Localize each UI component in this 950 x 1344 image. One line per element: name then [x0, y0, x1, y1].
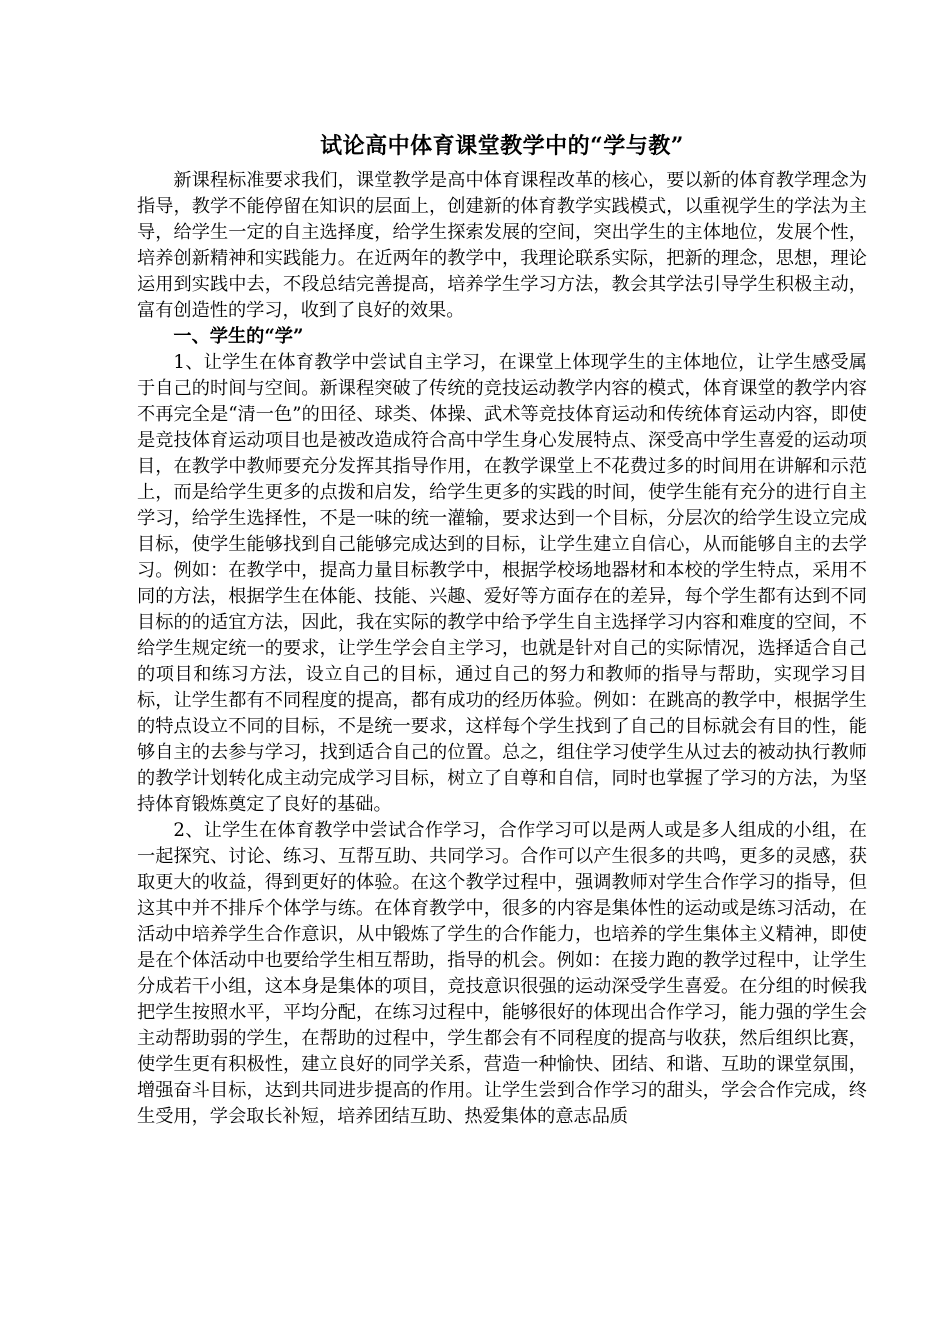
document-page: [137, 128, 867, 1130]
section-heading-student-learning: 一、学生的“学”: [173, 326, 304, 347]
paragraph-cooperative-learning: 2、让学生在体育教学中尝试合作学习，合作学习可以是两人或是多人组成的小组，在一起探究、讨论、练习、互帮互助、共同学习。合作可以产生很多的共鸣，更多的灵感，获取更大的收益，得到更好的体验。在这个教学过程中，强调教师对学生合作学习的指导，但这其中并不排斥个体学与练。在体育教学中，很多的内容是集体性的运动或是练习活动，在活动中培养学生合作意识，从中锻炼了学生的合作能力，也培养的学生集体主义精神，即使是在个体活动中也要给学生相互帮助，指导的机会。例如：在接力跑的教学过程中，让学生分成若干小组，这本身是集体的项目，竞技意识很强的运动深受学生喜爱。在分组的时候我把学生按照水平，平均分配，在练习过程中，能够很好的体现出合作学习，能力强的学生会主动帮助弱的学生，在帮助的过程中，学生都会有不同程度的提高与收获，然后组织比赛，使学生更有积极性，建立良好的同学关系，营造一种愉快、团结、和谐、互助的课堂氛围，增强奋斗目标，达到共同进步提高的作用。让学生尝到合作学习的甜头，学会合作完成，终生受用，学会取长补短，培养团结互助、热爱集体的意志品质: [137, 820, 867, 1127]
intro-paragraph: 新课程标准要求我们，课堂教学是高中体育课程改革的核心，要以新的体育教学理念为指导，教学不能停留在知识的层面上，创建新的体育教学实践模式，以重视学生的学法为主导，给学生一定的自主选择度，给学生探索发展的空间，突出学生的主体地位，发展个性，培养创新精神和实践能力。在近两年的教学中，我理论联系实际，把新的理念，思想，理论运用到实践中去，不段总结完善提高，培养学生学习方法，教会其学法引导学生积极主动，富有创造性的学习，收到了良好的效果。: [137, 170, 867, 321]
document-title: 试论高中体育课堂教学中的“学与教”: [320, 133, 684, 159]
paragraph-autonomous-learning: 1、让学生在体育教学中尝试自主学习，在课堂上体现学生的主体地位，让学生感受属于自己的时间与空间。新课程突破了传统的竞技运动教学内容的模式，体育课堂的教学内容不再完全是“清一色”的田径、球类、体操、武术等竞技体育运动和传统体育运动内容，即使是竞技体育运动项目也是被改造成符合高中学生身心发展特点、深受高中学生喜爱的运动项目，在教学中教师要充分发挥其指导作用，在教学课堂上不花费过多的时间用在讲解和示范上，而是给学生更多的点拨和启发，给学生更多的实践的时间，使学生能有充分的进行自主学习，给学生选择性，不是一味的统一灌输，要求达到一个目标，分层次的给学生设立完成目标，使学生能够找到自己能够完成达到的目标，让学生建立自信心，从而能够自主的去学习。例如：在教学中，提高力量目标教学中，根据学校场地器材和本校的学生特点，采用不同的方法，根据学生在体能、技能、兴趣、爱好等方面存在的差异，每个学生都有达到不同目标的的适宜方法，因此，我在实际的教学中给予学生自主选择学习内容和难度的空间，不给学生规定统一的要求，让学生学会自主学习，也就是针对自己的实际情况，选择适合自己的项目和练习方法，设立自己的目标，通过自己的努力和教师的指导与帮助，实现学习目标，让学生都有不同程度的提高，都有成功的经历体验。例如：在跳高的教学中，根据学生的特点设立不同的目标，不是统一要求，这样每个学生找到了自己的目标就会有目的性，能够自主的去参与学习，找到适合自己的位置。总之，组住学习使学生从过去的被动执行教师的教学计划转化成主动完成学习目标，树立了自尊和自信，同时也掌握了学习的方法，为坚持体育锻炼奠定了良好的基础。: [137, 352, 867, 815]
